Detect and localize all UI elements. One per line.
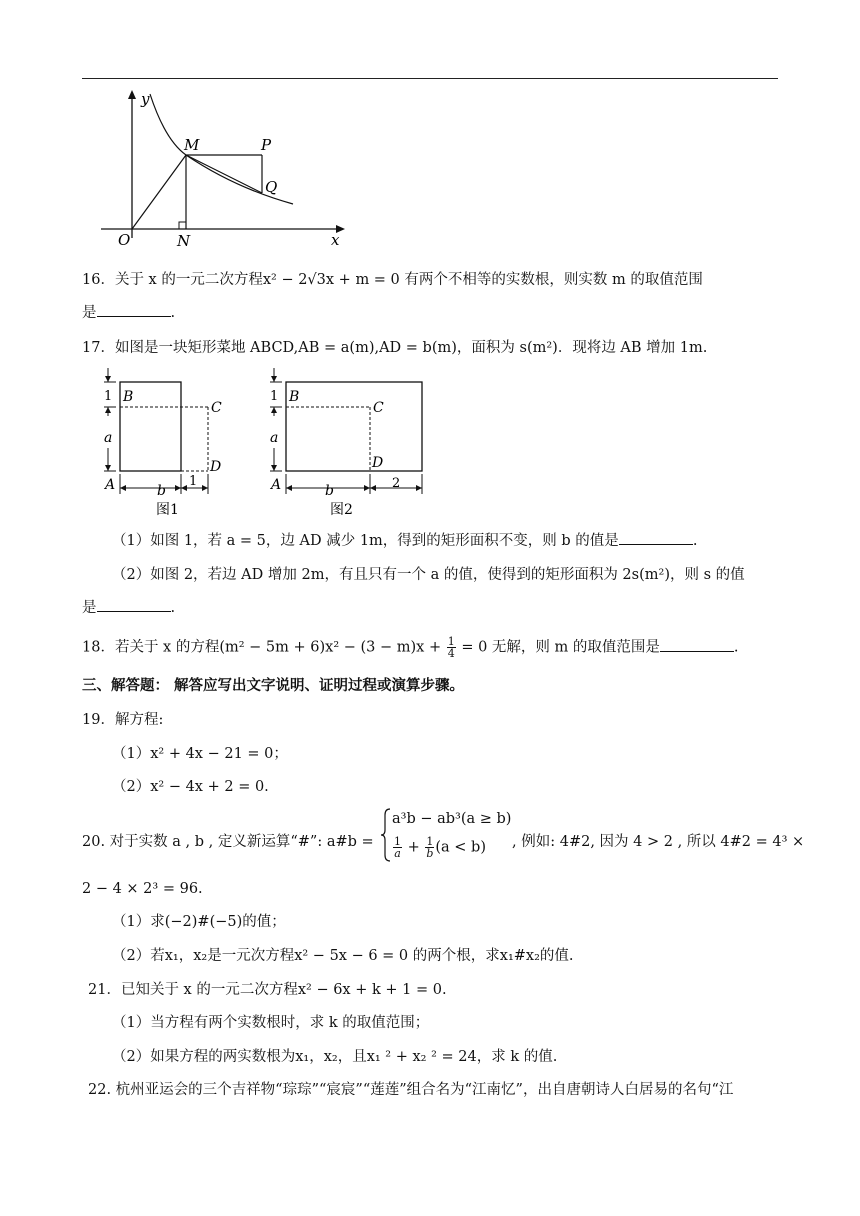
label-O: O [118, 231, 131, 249]
label-P: P [261, 136, 272, 154]
q20-case2-tail: (a < b) [435, 839, 486, 856]
q16-line2-text: 是 [82, 305, 97, 321]
fig1-C: C [211, 400, 222, 416]
q20-frac-b-den: b [426, 847, 434, 860]
q20-part1: （1）求(−2)#(−5)的值； [112, 914, 286, 930]
fig1-a: a [104, 430, 113, 446]
q20-part2: （2）若x₁，x₂是一元次方程x² − 5x − 6 = 0 的两个根，求x₁#x₂的值. [112, 948, 574, 964]
figure-2 [262, 364, 437, 524]
fig2-D: D [372, 455, 384, 471]
fig1-B: B [123, 389, 134, 405]
q22-line1: 22. 杭州亚运会的三个吉祥物“琮琮”“宸宸”“莲莲”组合名为“江南忆”，出自唐朝诗人白居易的名句“江 [88, 1082, 734, 1098]
q16-line2: 是 . [82, 302, 175, 323]
q20-brace [380, 808, 392, 862]
q17-part2-line1: （2）如图 2，若边 AD 增加 2m，有且只有一个 a 的值，使得到的矩形面积为 2s(m²)，则 s 的值 [112, 567, 745, 583]
fig1-one-bottom: 1 [189, 474, 198, 489]
q18-text-after: = 0 无解，则 m 的取值范围是 [456, 639, 660, 656]
label-N: N [177, 232, 191, 250]
q18-fraction [447, 636, 456, 659]
q20-suffix: , 例如: 4#2, 因为 4 > 2 , 所以 4#2 = 4³ × [512, 834, 805, 850]
label-x: x [331, 231, 340, 249]
fig2-A: A [271, 477, 282, 493]
q20-prefix: 20. 对于实数 a , b , 定义新运算“#”: a#b = [82, 834, 374, 850]
header-rule [82, 78, 778, 79]
fig2-C: C [373, 400, 384, 416]
q20-frac-a-num: 1 [394, 835, 401, 848]
q17-part2-line2: 是 . [82, 597, 175, 618]
graph-figure [95, 88, 355, 250]
q17-part2-blank [97, 597, 171, 612]
q18-frac-den: 4 [447, 647, 455, 660]
q20-line2: 2 − 4 × 2³ = 96. [82, 881, 203, 897]
q20-case1: a³b − ab³(a ≥ b) [392, 811, 512, 827]
q21-title: 21．已知关于 x 的一元二次方程x² − 6x + k + 1 = 0. [88, 982, 447, 998]
q16-answer-blank [97, 302, 171, 317]
q17-line1: 17．如图是一块矩形菜地 ABCD,AB = a(m),AD = b(m)，面积为 s(m²)．现将边 AB 增加 1m. [82, 340, 708, 356]
figure-1 [96, 364, 246, 524]
fig1-D: D [210, 459, 222, 475]
q20-frac-b [425, 836, 434, 859]
fig2-two: 2 [392, 476, 401, 491]
q18-line: 18．若关于 x 的方程(m² − 5m + 6)x² − (3 − m)x + $\frac{1}{4}$ = 0 无解，则 m 的取值范围是 . [82, 635, 739, 660]
fig1-b: b [157, 483, 166, 499]
q19-part1: （1）x² + 4x − 21 = 0； [112, 746, 288, 762]
q21-part2: （2）如果方程的两实数根为x₁，x₂，且x₁ ² + x₂ ² = 24，求 k 的值. [112, 1049, 558, 1065]
fig1-A: A [105, 477, 116, 493]
q17-part1: （1）如图 1，若 a = 5，边 AD 减少 1m，得到的矩形面积不变，则 b 的值是 . [112, 530, 697, 551]
q20-frac-b-num: 1 [426, 835, 434, 848]
q18-blank [660, 637, 734, 652]
q19-part2: （2）x² − 4x + 2 = 0. [112, 779, 269, 795]
q18-frac-num: 1 [447, 635, 455, 648]
fig1-one-left: 1 [104, 389, 113, 404]
q18-text-before: 18．若关于 x 的方程(m² − 5m + 6)x² − (3 − m)x + [82, 639, 446, 656]
q21-part1: （1）当方程有两个实数根时，求 k 的取值范围； [112, 1015, 430, 1031]
label-y: y [141, 90, 150, 108]
q17-part2-line2-text: 是 [82, 600, 97, 616]
label-M: M [184, 136, 200, 154]
fig1-caption: 图1 [156, 502, 179, 518]
fig2-B: B [289, 389, 300, 405]
fig2-one-left: 1 [270, 389, 279, 404]
fig2-caption: 图2 [330, 502, 353, 518]
q20-case2: $\frac{1}{a}$ + $\frac{1}{b}$ (a < b) [394, 835, 486, 860]
q16-line1: 16．关于 x 的一元二次方程x² − 2√3x + m = 0 有两个不相等的实数根，则实数 m 的取值范围 [82, 272, 703, 288]
section3-title: 三、解答题： 解答应写出文字说明、证明过程或演算步骤。 [82, 677, 465, 694]
q17-part1-blank [619, 530, 693, 545]
label-Q: Q [265, 178, 278, 196]
q20-frac-a-den: a [394, 847, 401, 860]
fig2-a: a [270, 430, 279, 446]
fig2-b: b [325, 483, 334, 499]
q17-part1-text: （1）如图 1，若 a = 5，边 AD 减少 1m，得到的矩形面积不变，则 b 的值是 [112, 533, 619, 549]
q20-frac-a [393, 836, 402, 859]
q19-title: 19．解方程: [82, 712, 164, 728]
